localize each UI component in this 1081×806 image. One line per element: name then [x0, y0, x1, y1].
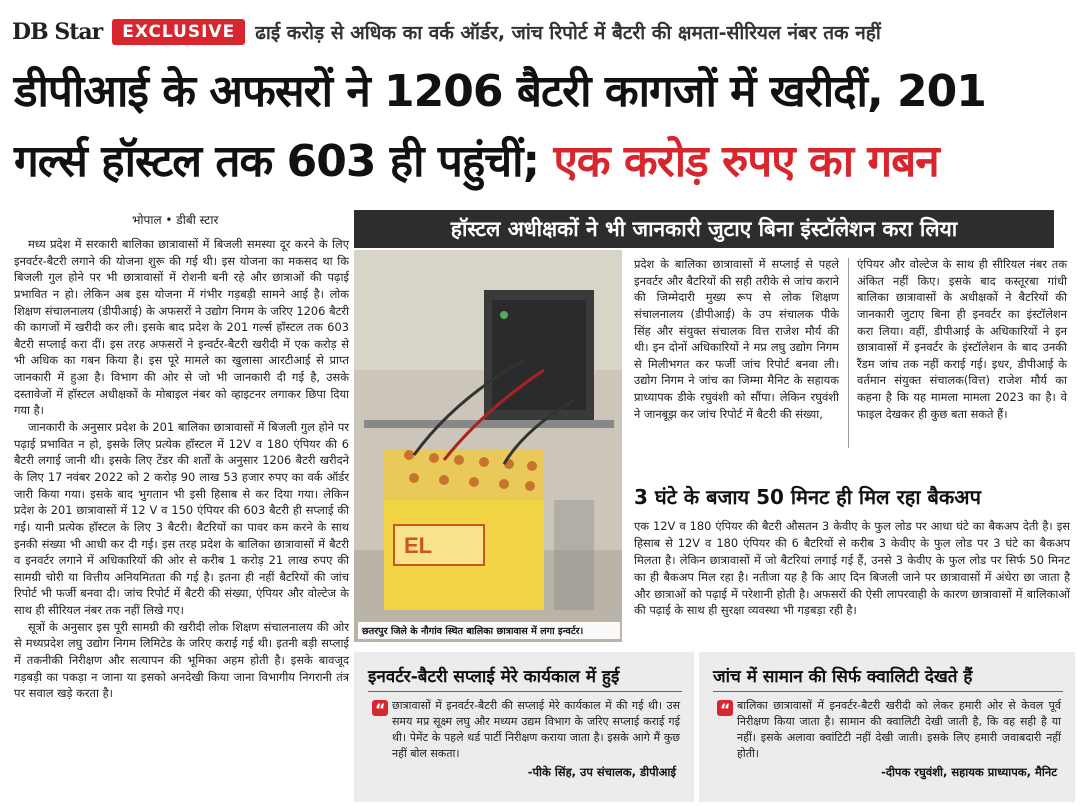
divider: [713, 691, 1063, 692]
article-column-mid: प्रदेश के बालिका छात्रावासों में सप्लाई से पहले इनवर्टर और बैटरियों की सही तरीके से जांच कराने की जिम्मेदारी मुख्य रूप से लोक शिक्षण संचालनालय (डीपीआई) के उप संचालक पीके सिंह और संयुक्त संचालक वित्त राजेश मौर्य की थी। इन दोनों अधिकारियों ने मप्र लघु उद्योग निगम से मिलीभगत कर फर्जी जांच रिपोर्ट बनवा ली। उद्योग निगम ने जांच का जिम्मा मैनिट के सहायक प्राध्यापक डीके रघुवंशी को सौंपा। लेकिन रघुवंशी ने जानबूझ कर जांच रिपोर्ट में बैटरी की संख्या,: [634, 257, 839, 421]
kicker-text: ढाई करोड़ से अधिक का वर्क ऑर्डर, जांच रिपोर्ट में बैटरी की क्षमता-सीरियल नंबर तक नहीं: [255, 22, 881, 44]
photo-caption: छतरपुर जिले के नौगांव स्थित बालिका छात्रावास में लगा इन्वर्टर।: [358, 622, 620, 639]
quote-icon: [372, 700, 388, 716]
headline-line-2-red: एक करोड़ रुपए का गबन: [553, 136, 939, 187]
headline-line-2: [14, 136, 1074, 187]
subsection-body: एक 12V व 180 एंपियर की बैटरी औसतन 3 केवीए के फुल लोड पर आधा घंटे का बैकअप देती है। इस हिसाब से 12V व 180 एंपियर की 6 बैटरियों से करीब 3 केवीए के फुल लोड पर 3 घंटे का बैकअप मिलता है। लेकिन छात्रावासों में जो बैटरियां लगाई गई हैं, उनसे 3 केवीए के फुल लोड पर सिर्फ 50 मिनट का ही बैकअप मिल रहा है। नतीजा यह है कि आए दिन बिजली जाने पर छात्रावासों में अंधेरा छा जाता है और छात्राओं को पढ़ाई में परेशानी होती है। अफसरों की ऐसी लापरवाही के कारण छात्रावासों में बालिकाओं की पढ़ाई के साथ ही सुरक्षा व्यवस्था भी गड़बड़ा रही है।: [634, 519, 1070, 618]
headline-line-2-black: गर्ल्स हॉस्टल तक 603 ही पहुंचीं;: [14, 136, 540, 187]
photo-banner: हॉस्टल अधीक्षकों ने भी जानकारी जुटाए बिना इंस्टॉलेशन करा लिया: [354, 210, 1054, 248]
news-photo: [354, 250, 622, 642]
quote-title: इनवर्टर-बैटरी सप्लाई मेरे कार्यकाल में हुई: [368, 667, 620, 687]
subsection-heading: 3 घंटे के बजाय 50 मिनट ही मिल रहा बैकअप: [634, 485, 981, 509]
quote-text: छात्रावासों में इनवर्टर-बैटरी की सप्लाई मेरे कार्यकाल में की गई थी। उस समय मप्र सूक्ष्म लघु और मध्यम उद्यम विभाग के जरिए सप्लाई कराई गई थी। पेमेंट के पहले थर्ड पार्टी निरीक्षण कराया जाता है। इसके आगे मैं कुछ नहीं बोल सकता।: [392, 699, 680, 761]
quote-text: बालिका छात्रावासों में इनवर्टर-बैटरी खरीदी को लेकर हमारी ओर से केवल पूर्व निरीक्षण किया जाता है। सामान की क्वालिटी देखी जाती है, कि वह सही है या नहीं। इसके अलावा क्वांटिटी नहीं देखी जाती। इसके लिए हमारी जवाबदारी नहीं होती।: [737, 699, 1061, 761]
quote-attribution: -दीपक रघुवंशी, सहायक प्राध्यापक, मैनिट: [881, 764, 1057, 779]
quote-body: [354, 698, 694, 763]
publication-logo: DB Star: [12, 19, 103, 45]
quote-title: जांच में सामान की सिर्फ क्वालिटी देखते हैं: [713, 667, 973, 687]
quote-attribution: -पीके सिंह, उप संचालक, डीपीआई: [527, 764, 676, 779]
quote-icon: [717, 700, 733, 716]
svg-text:EL: EL: [404, 533, 433, 558]
battery-inverter-illustration: [354, 250, 622, 642]
exclusive-badge: EXCLUSIVE: [112, 19, 245, 45]
article-column-1: [14, 236, 349, 702]
paragraph: मध्य प्रदेश में सरकारी बालिका छात्रावासों में बिजली समस्या दूर करने के लिए इनवर्टर-बैटरी लगाने की योजना शुरू की गई थी। इस योजना का मकसद था कि बिजली गुल होने पर भी छात्रावासों में रोशनी बनी रहे और छात्राओं की पढ़ाई प्रभावित न हो। लेकिन अब इस योजना में गंभीर गड़बड़ी सामने आई है। लोक शिक्षण संचालनालय (डीपीआई) के अफसरों ने उद्योग निगम के जरिए 1206 बैटरी की कागजों में खरीदी कर ली। इसके बाद प्रदेश के 201 गर्ल्स हॉस्टल तक 603 बैटरी सप्लाई करा दीं। इस तरह अफसरों ने इन्वर्टर-बैटरी खरीदी में एक करोड़ से भी अधिक का गबन किया है। इस पूरे मामले का खुलासा आरटीआई से प्राप्त जानकारी में हुआ है। विभाग की ओर से जो भी जानकारी दी गई है, उसके दस्तावेजों में हॉस्टल अधीक्षकों के मोबाइल नंबर को व्हाइटनर लगाकर छिपा दिया गया है।: [14, 237, 349, 418]
article-column-right: एंपियर और वोल्टेज के साथ ही सीरियल नंबर तक अंकित नहीं किए। इसके बाद कस्तूरबा गांधी बालिका छात्रावासों के अधीक्षकों ने बैटरियों की जानकारी जुटाए बिना ही इनवर्टर का इंस्टॉलेशन करा लिया। वहीं, डीपीआई के अधिकारियों ने इन छात्रावासों में इनवर्टर के इंस्टॉलेशन के बाद उनकी रैंडम जांच तक नहीं कराई गई। इधर, डीपीआई के वर्तमान संयुक्त संचालक(वित्त) राजेश मौर्य का कहना है कि यह मामला मामला 2023 का है। वे फाइल देखकर ही कुछ बता सकते हैं।: [857, 257, 1067, 421]
top-bar: [12, 12, 1072, 52]
quote-box-1: [354, 652, 694, 802]
paragraph: जानकारी के अनुसार प्रदेश के 201 बालिका छात्रावासों में बिजली गुल होने पर पढ़ाई प्रभावित न हो, इसके लिए प्रत्येक हॉस्टल में 12V व 180 एंपियर की 6 बैटरी लगाई जानी थी। इसके लिए टेंडर की शर्तों के अनुसार 1206 बैटरी खरीदने के लिए 17 नवंबर 2022 को 2 करोड़ 90 लाख 53 हजार रुपए का वर्क ऑर्डर जारी किया गया। इसके बाद भुगतान भी इसी हिसाब से कर दिया गया। लेकिन प्रदेश के 201 छात्रावासों में 12 V व 150 एंपियर की 603 बैटरी ही सप्लाई की गई। यानी प्रत्येक हॉस्टल के लिए 3 बैटरी। बैटरियों का पावर कम करने के साथ इनकी संख्या भी आधी कर दी गई। इस तरह प्रदेश के बालिका छात्रावासों में बैटरी व इनवर्टर लगाने में अधिकारियों की ओर से करीब 1 करोड़ 21 लाख रुपए की सामग्री चोरी या वित्तीय अनियमितता की गई है। इतना ही नहीं बैटरियों की जांच रिपोर्ट भी फर्जी बनवा दी। जांच रिपोर्ट में बैटरी की संख्या, एंपियर और वोल्टेज के साथ ही सीरियल नंबर तक नहीं लिखे गए।: [14, 420, 349, 618]
quote-box-2: [699, 652, 1075, 802]
quote-body: [699, 698, 1075, 763]
byline: भोपाल • डीबी स्टार: [132, 213, 219, 227]
divider: [368, 691, 682, 692]
headline-line-1: डीपीआई के अफसरों ने 1206 बैटरी कागजों में खरीदीं, 201: [14, 66, 986, 117]
column-divider: [848, 258, 849, 448]
paragraph: सूत्रों के अनुसार इस पूरी सामग्री की खरीदी लोक शिक्षण संचालनालय की ओर से मध्यप्रदेश लघु उद्योग निगम लिमिटेड के जरिए कराई गई थी। इतनी बड़ी सप्लाई में तकनीकी निरीक्षण और सत्यापन की भूमिका अहम होती है। इसके बावजूद गड़बड़ी का पकड़ा न जाना या इसको अनदेखी किया जाना विभागीय निगरानी तंत्र पर सवाल खड़े करता है।: [14, 619, 349, 701]
